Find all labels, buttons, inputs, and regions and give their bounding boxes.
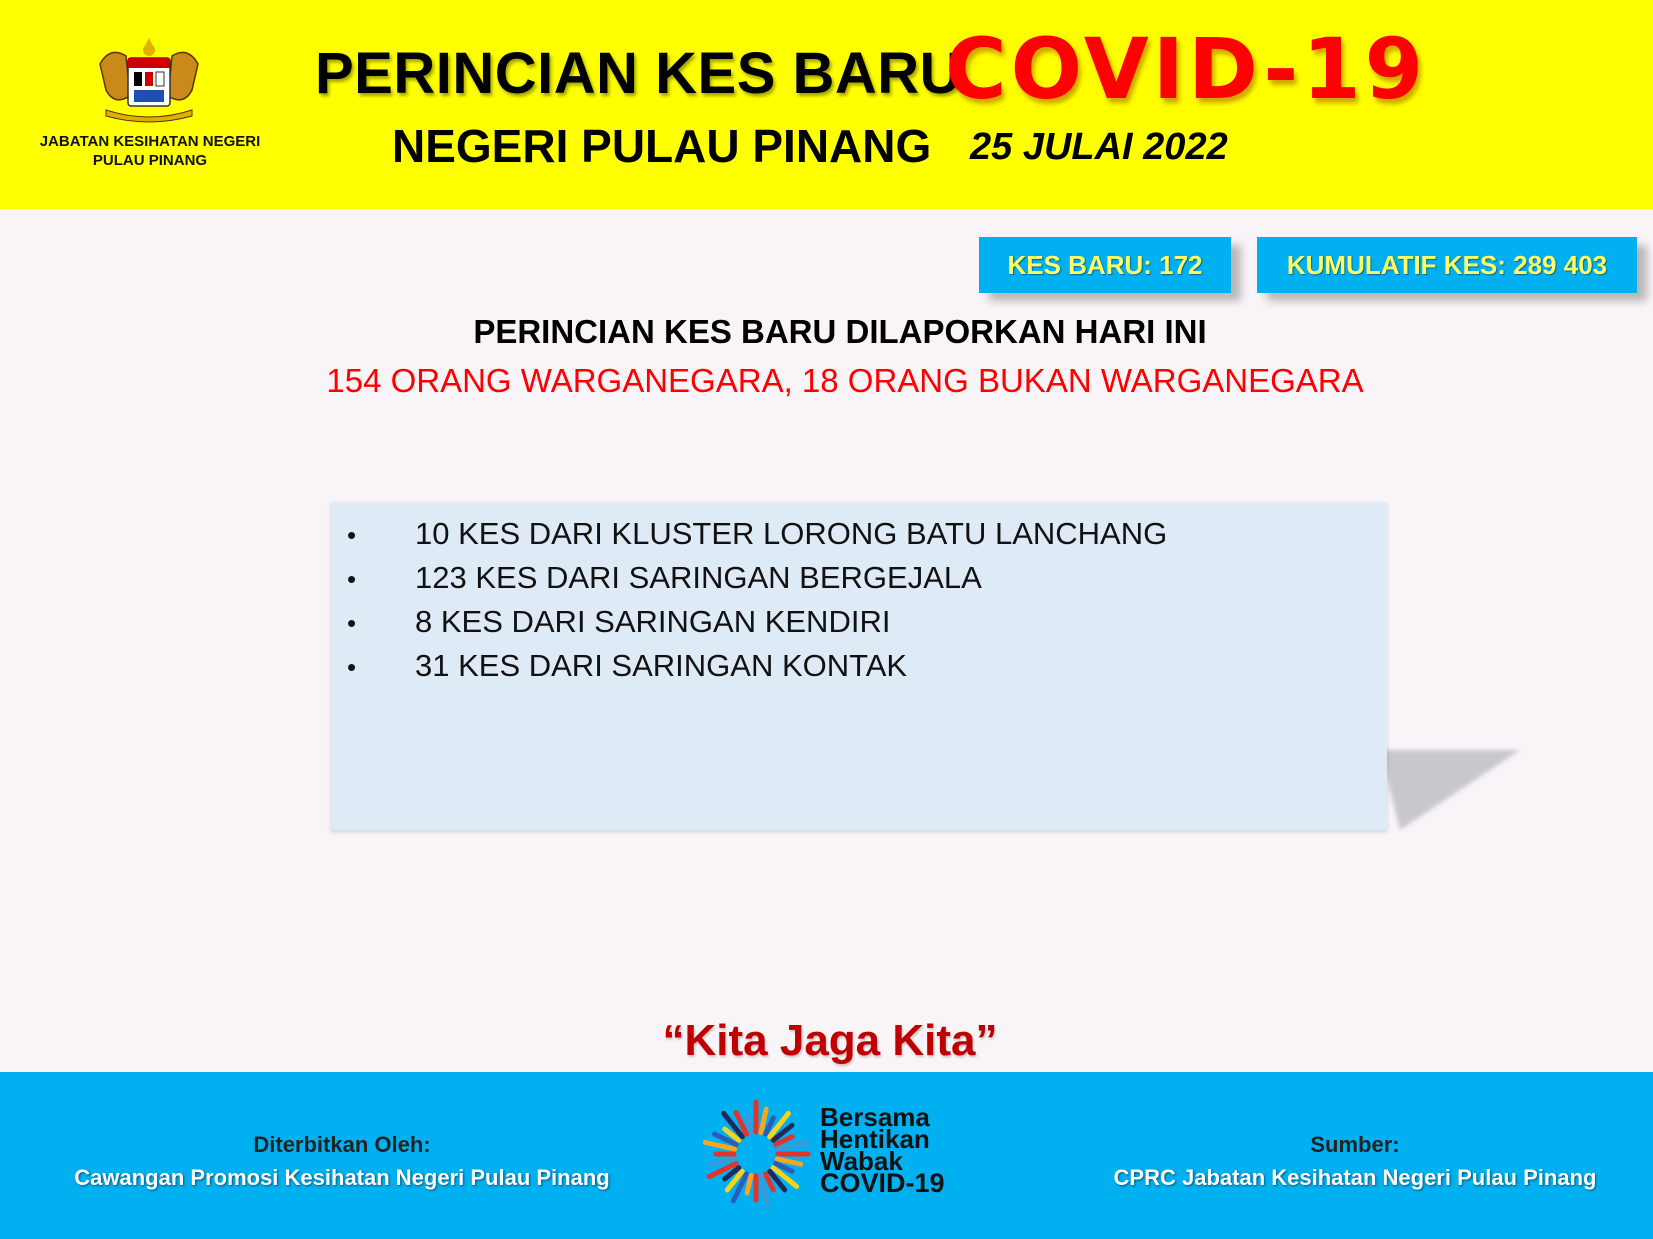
department-line-1: JABATAN KESIHATAN NEGERI (39, 133, 261, 150)
cumulative-cases-badge: KUMULATIF KES: 289 403 (1257, 237, 1637, 293)
title-prefix: PERINCIAN KES BARU (315, 41, 963, 106)
campaign-line-2: Hentikan (820, 1124, 930, 1154)
coat-of-arms-icon (86, 34, 212, 124)
campaign-logo-text (820, 1102, 945, 1198)
bullet-icon: • (347, 520, 357, 550)
new-cases-badge: KES BARU: 172 (979, 237, 1231, 293)
department-name (20, 132, 280, 170)
summary-subheading: 154 ORANG WARGANEGARA, 18 ORANG BUKAN WARGANEGARA (326, 362, 1364, 399)
publisher-label: Diterbitkan Oleh: (253, 1132, 431, 1157)
header-banner (0, 0, 1653, 209)
list-item (347, 556, 1387, 600)
list-item-text: 10 KES DARI KLUSTER LORONG BATU LANCHANG (415, 516, 1168, 551)
summary-heading: PERINCIAN KES BARU DILAPORKAN HARI INI (473, 313, 1207, 350)
report-date: 25 JULAI 2022 (970, 126, 1228, 168)
title-highlight: COVID-19 (945, 20, 1428, 118)
list-item (347, 512, 1387, 556)
bullet-icon: • (347, 608, 357, 638)
bullet-icon: • (347, 652, 357, 682)
slogan: “Kita Jaga Kita” (662, 1016, 998, 1065)
footer-banner (0, 1072, 1653, 1239)
list-item (347, 644, 1387, 688)
list-item (347, 600, 1387, 644)
campaign-line-4: COVID-19 (820, 1168, 945, 1198)
campaign-line-1: Bersama (820, 1102, 930, 1132)
campaign-burst-icon (700, 1098, 812, 1210)
bullet-icon: • (347, 564, 357, 594)
details-box-shadow (1380, 750, 1520, 830)
publisher-name: Cawangan Promosi Kesihatan Negeri Pulau Pinang (74, 1165, 610, 1190)
list-item-text: 123 KES DARI SARINGAN BERGEJALA (415, 560, 982, 595)
list-item-text: 8 KES DARI SARINGAN KENDIRI (415, 604, 891, 639)
source-label: Sumber: (1310, 1132, 1400, 1157)
list-item-text: 31 KES DARI SARINGAN KONTAK (415, 648, 908, 683)
department-line-2: PULAU PINANG (92, 152, 208, 169)
case-details-list (331, 502, 1387, 688)
state-name: NEGERI PULAU PINANG (392, 120, 932, 172)
campaign-line-3: Wabak (820, 1146, 903, 1176)
case-details-box (331, 502, 1387, 830)
source-name: CPRC Jabatan Kesihatan Negeri Pulau Pinang (1113, 1165, 1597, 1190)
